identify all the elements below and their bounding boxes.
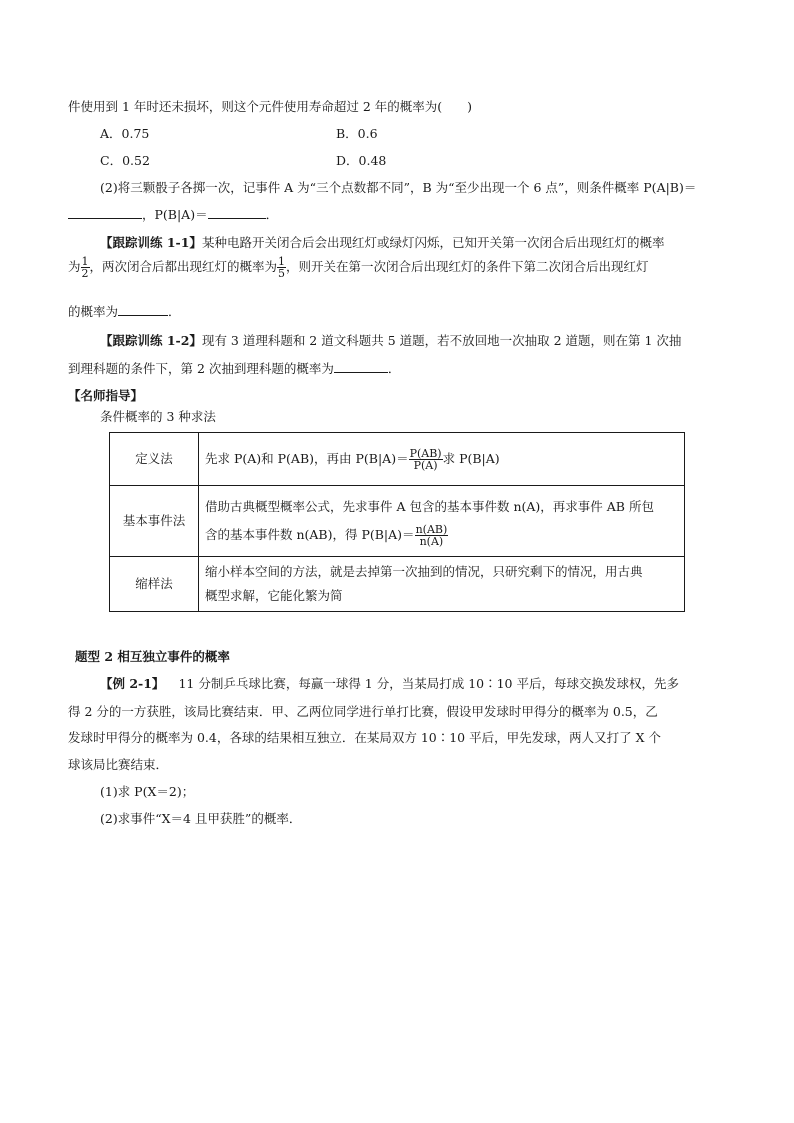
- method-name: 基本事件法: [110, 486, 199, 557]
- method-desc-text: 含的基本事件数 n(AB)，得 P(B|A)＝: [205, 527, 415, 542]
- q2-line1: (2)将三颗骰子各掷一次，记事件 A 为“三个点数都不同”，B 为“至少出现一个 6 点”，则条件概率 P(A|B)＝: [100, 180, 697, 195]
- section-title: 题型 2 相互独立事件的概率: [75, 649, 230, 664]
- answer-blank[interactable]: [68, 206, 142, 219]
- method-desc: [199, 486, 685, 557]
- answer-blank[interactable]: [208, 206, 266, 219]
- method-desc-post: 求 P(B|A): [442, 451, 500, 466]
- fraction-pab-pa: [409, 448, 443, 471]
- q2-end-text: ．: [265, 207, 279, 222]
- answer-blank[interactable]: [118, 303, 168, 316]
- option-a: A．0.75: [100, 126, 150, 141]
- method-desc: [199, 557, 685, 612]
- option-c: C．0.52: [100, 153, 150, 168]
- fraction-one-fifth: [277, 256, 286, 279]
- train2-tag: 【跟踪训练 1-2】: [100, 333, 202, 348]
- train1-end: ．: [168, 304, 181, 319]
- fraction-one-half: [81, 256, 90, 279]
- train1-line2: [68, 255, 649, 279]
- q2-line2: [68, 205, 278, 223]
- method-name: 缩样法: [110, 557, 199, 612]
- q2-mid-text: ，P(B|A)＝: [142, 207, 208, 222]
- frac-numerator: 1: [278, 255, 286, 268]
- example-tag: 【例 2-1】: [100, 676, 165, 691]
- train1-line1: [100, 233, 664, 251]
- train2-text1: 现有 3 道理科题和 2 道文科题共 5 道题，若不放回地一次抽取 2 道题，则在第 1 次抽: [201, 333, 682, 348]
- method-desc-line1: 借助古典概型概率公式，先求事件 A 包含的基本事件数 n(A)，再求事件 AB 所包: [205, 499, 654, 514]
- fraction-nab-na: [415, 524, 449, 547]
- option-b: B．0.6: [336, 126, 378, 141]
- example-q1: (1)求 P(X＝2)；: [100, 784, 195, 799]
- method-desc-line1: 缩小样本空间的方法，就是去掉第一次抽到的情况，只研究剩下的情况，用古典: [205, 564, 643, 579]
- method-row-basic-event: [110, 486, 685, 557]
- frac-denominator: P(A): [413, 459, 438, 472]
- method-desc: [199, 433, 685, 486]
- example-q2: (2)求事件“X＝4 且甲获胜”的概率．: [100, 811, 302, 826]
- train1-pre: 为: [68, 259, 81, 274]
- example-text1: 11 分制乒乓球比赛，每赢一球得 1 分，当某局打成 10∶10 平后，每球交换发球权，先多: [178, 676, 679, 691]
- method-desc-text: 先求 P(A)和 P(AB)，再由 P(B|A)＝: [205, 451, 409, 466]
- example-line3: 发球时甲得分的概率为 0.4，各球的结果相互独立．在某局双方 10∶10 平后，甲先发球，两人又打了 X 个: [68, 730, 661, 745]
- example-line2: 得 2 分的一方获胜，该局比赛结束．甲、乙两位同学进行单打比赛，假设甲发球时甲得分的概率为 0.5，乙: [68, 704, 658, 719]
- example-line1: [100, 674, 679, 692]
- train2-line2-text: 到理科题的条件下，第 2 次抽到理科题的概率为: [68, 361, 334, 376]
- frac-denominator: n(A): [419, 535, 444, 548]
- train1-text1: 某种电路开关闭合后会出现红灯或绿灯闪烁，已知开关第一次闭合后出现红灯的概率: [201, 235, 665, 250]
- train2-end: ．: [387, 361, 401, 376]
- method-row-definition: [110, 433, 685, 486]
- frac-numerator: 1: [81, 255, 89, 268]
- train1-mid: ，两次闭合后都出现红灯的概率为: [89, 259, 278, 274]
- guide-heading: 【名师指导】: [68, 388, 144, 403]
- guide-subheading: 条件概率的 3 种求法: [100, 409, 216, 424]
- frac-numerator: P(AB): [409, 447, 442, 460]
- method-name: 定义法: [110, 433, 199, 486]
- method-row-reduced-sample: [110, 557, 685, 612]
- option-d: D．0.48: [336, 153, 387, 168]
- train1-post: ，则开关在第一次闭合后出现红灯的条件下第二次闭合后出现红灯: [286, 259, 649, 274]
- example-line4: 球该局比赛结束．: [68, 757, 169, 772]
- method-desc-line2: 概型求解，它能化繁为简: [205, 588, 343, 603]
- methods-table: [109, 432, 685, 612]
- train1-line3: [68, 302, 181, 320]
- answer-blank[interactable]: [334, 360, 388, 373]
- train1-line3-text: 的概率为: [68, 304, 119, 319]
- train1-tag: 【跟踪训练 1-1】: [100, 235, 202, 250]
- question-intro: 件使用到 1 年时还未损坏，则这个元件使用寿命超过 2 年的概率为( ): [68, 99, 473, 114]
- frac-denominator: 5: [278, 267, 286, 280]
- train2-line1: [100, 331, 681, 349]
- frac-numerator: n(AB): [415, 523, 448, 536]
- frac-denominator: 2: [81, 267, 89, 280]
- train2-line2: [68, 359, 400, 377]
